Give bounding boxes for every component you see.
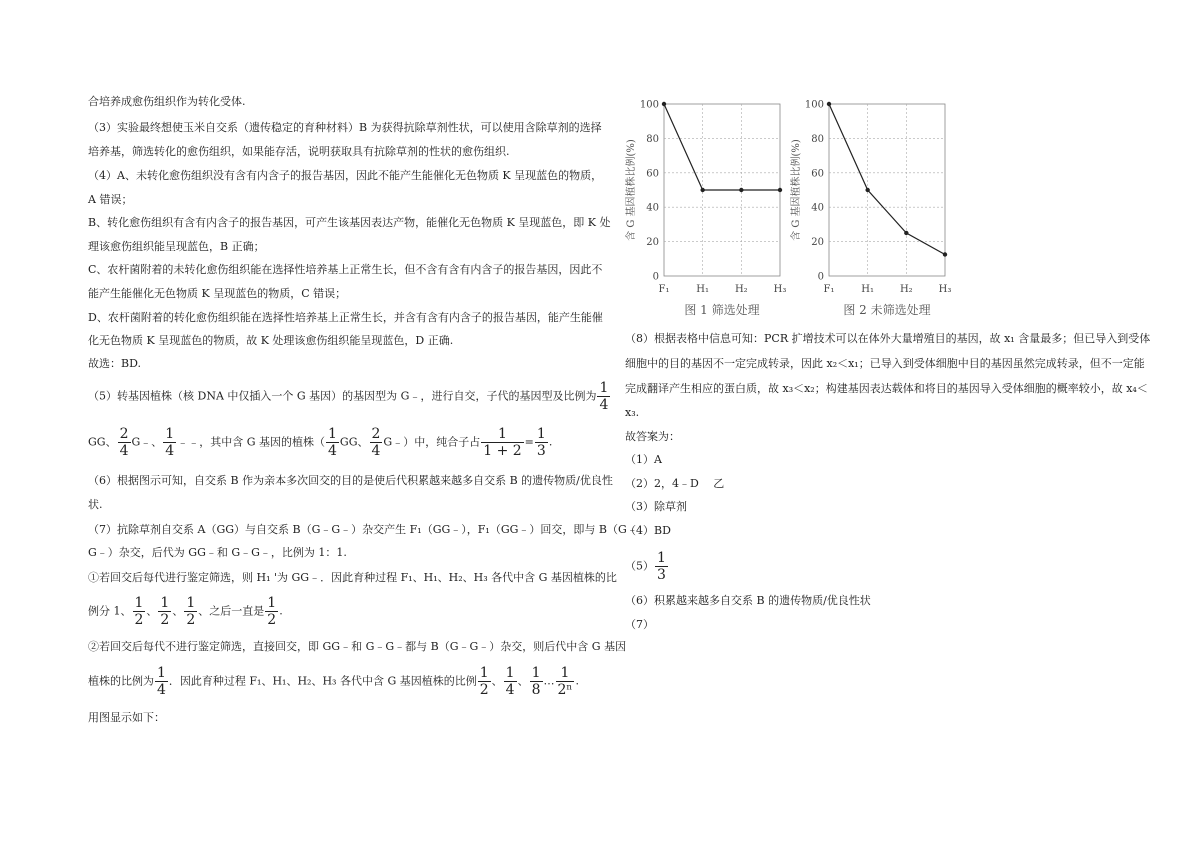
fraction-1-3: $\frac{1}{3}$ (536, 426, 546, 459)
text-line: 故选：BD. (88, 357, 142, 370)
text-line: （3）除草剂 (625, 500, 687, 513)
data-point (904, 231, 908, 235)
text-line: （7） (625, 618, 654, 631)
y-tick-label: 20 (811, 237, 824, 249)
text-line: x₃. (625, 406, 640, 419)
fraction-1-4: $\frac{1}{4}$ (157, 665, 166, 698)
text-line: G﹣）杂交，后代为 GG﹣和 G﹣G﹣，比例为 1：1. (88, 546, 347, 559)
y-tick-label: 100 (804, 99, 824, 111)
chart-unscreened (787, 92, 952, 325)
x-tick-label: H₃ (938, 284, 952, 295)
x-tick-label: H₁ (861, 284, 875, 295)
fraction-1-2: $\frac{1}{2}$ (479, 665, 489, 698)
data-point (700, 188, 704, 192)
y-tick-label: 100 (639, 99, 659, 111)
plot-frame (829, 104, 945, 276)
text-line: 状. (88, 498, 103, 511)
fraction-1-2n: $\frac{1}{\text{2ⁿ}}$ (557, 665, 573, 698)
x-tick-label: H₃ (773, 284, 787, 295)
text-line: 用图显示如下： (88, 711, 165, 724)
text-line: ①若回交后每代进行鉴定筛选，则 H₁ '为 GG﹣．因此育种过程 F₁、H₁、H₂、H₃ 各代中含 G 基因植株的比 (88, 571, 617, 584)
y-tick-label: 60 (646, 168, 659, 180)
y-axis-label: 含 G 基因植株比例(%) (626, 139, 637, 241)
series-line (829, 104, 945, 255)
fraction-1-over-1plus2: $\frac{1}{1 + 2}$ (483, 426, 522, 459)
data-point (662, 102, 666, 106)
chart-screened (622, 92, 787, 325)
fraction-2-4: $\frac{2}{4}$ (119, 426, 129, 459)
text-line: 完成翻译产生相应的蛋白质，故 x₃＜x₂；构建基因表达载体和将目的基因导入受体细胞的概率较小，故 x₄＜ (625, 382, 1148, 395)
text-line: ②若回交后每代不进行鉴定筛选，直接回交，即 GG﹣和 G﹣G﹣都与 B（G﹣G﹣）杂交，则后代中含 G 基因 (88, 640, 627, 653)
y-tick-label: 0 (817, 271, 824, 283)
chart-title: 图 2 未筛选处理 (843, 303, 931, 317)
text-line: 故答案为： (625, 430, 680, 443)
chart-svg (622, 92, 787, 322)
text-line: （4）A、未转化愈伤组织没有含有内含子的报告基因，因此不能产生能催化无色物质 K 呈现蓝色的物质， (88, 169, 603, 182)
fraction-1-4: $\frac{1}{4}$ (599, 380, 609, 413)
x-tick-label: F₁ (658, 284, 670, 295)
fraction-1-2: $\frac{1}{2}$ (160, 595, 170, 628)
text-line: 合培养成愈伤组织作为转化受体. (88, 95, 246, 108)
y-tick-label: 80 (811, 133, 824, 145)
text-line: （1）A (625, 453, 662, 466)
fraction-1-2: $\frac{1}{2}$ (267, 595, 277, 628)
fraction-1-2: $\frac{1}{2}$ (186, 595, 196, 628)
text-line-ratio-screened: 例分 1、 $\frac{1}{2}$ 、 $\frac{1}{2}$ 、 $\frac{1}{2}$ 、之后一直是 $\frac{1}{2}$ . (88, 595, 283, 628)
data-point (739, 188, 743, 192)
text-line: 培养基，筛选转化的愈伤组织，如果能存活，说明获取具有抗除草剂的性状的愈伤组织. (88, 145, 510, 158)
text-line-ratio-unscreened: 植株的比例为 $\frac{1}{4}$ ．因此育种过程 F₁、H₁、H₂、H₃ 各代中含 G 基因植株的比例 $\frac{1}{2}$ 、 $\frac{1}{4}$ 、 $\frac{1}{8}$ … $\frac{1}{\text{2ⁿ}}$ . (88, 665, 579, 698)
fraction-1-2: $\frac{1}{2}$ (134, 595, 144, 628)
text-line: B、转化愈伤组织有含有内含子的报告基因，可产生该基因表达产物，能催化无色物质 K 呈现蓝色，即 K 处 (88, 216, 611, 229)
text-line: （8）根据表格中信息可知：PCR 扩增技术可以在体外大量增殖目的基因，故 x₁ 含量最多；但已导入到受体 (625, 332, 1151, 345)
y-tick-label: 0 (652, 271, 659, 283)
text-line-answer-5: （5） $\frac{1}{3}$ (625, 550, 666, 583)
x-tick-label: F₁ (823, 284, 835, 295)
text-line: 能产生能催化无色物质 K 呈现蓝色的物质，C 错误； (88, 287, 347, 300)
data-point (943, 252, 947, 256)
chart-title: 图 1 筛选处理 (684, 303, 760, 317)
text-line-q5-genotypes: GG、 $\frac{2}{4}$ G﹣、 $\frac{1}{4}$ ﹣﹣，其中含 G 基因的植株（ $\frac{1}{4}$ GG、 $\frac{2}{4}$ G﹣）中，纯合子占 $\frac{1}{1 + 2}$ = $\frac{1}{3}$ . (88, 426, 553, 459)
text-line: D、农杆菌附着的转化愈伤组织能在选择性培养基上正常生长，并含有含有内含子的报告基因，能产生能催 (88, 311, 603, 324)
text-line: （6）积累越来越多自交系 B 的遗传物质/优良性状 (625, 594, 871, 607)
x-tick-label: H₂ (734, 284, 748, 295)
text-line: （7）抗除草剂自交系 A（GG）与自交系 B（G﹣G﹣）杂交产生 F₁（GG﹣），F₁（GG﹣）回交，即与 B（G﹣ (88, 523, 638, 536)
y-tick-label: 80 (646, 133, 659, 145)
text-line: 细胞中的目的基因不一定完成转录，因此 x₂＜x₁；已导入到受体细胞中目的基因虽然完成转录，但不一定能 (625, 357, 1145, 370)
text-line: 化无色物质 K 呈现蓝色的物质，故 K 处理该愈伤组织能呈现蓝色，D 正确. (88, 334, 454, 347)
data-point (827, 102, 831, 106)
y-axis-label: 含 G 基因植株比例(%) (791, 139, 802, 241)
fraction-1-3: $\frac{1}{3}$ (657, 550, 666, 583)
fraction-1-8: $\frac{1}{8}$ (531, 665, 541, 698)
text-line: 理该愈伤组织能呈现蓝色，B 正确； (88, 240, 265, 253)
y-tick-label: 40 (811, 202, 824, 214)
series-line (664, 104, 780, 190)
data-point (865, 188, 869, 192)
x-tick-label: H₁ (696, 284, 710, 295)
chart-svg (787, 92, 952, 322)
y-tick-label: 20 (646, 237, 659, 249)
x-tick-label: H₂ (899, 284, 913, 295)
y-tick-label: 40 (646, 202, 659, 214)
fraction-1-4: $\frac{1}{4}$ (505, 665, 515, 698)
text-line: （4）BD (625, 524, 671, 537)
text-line: （2）2，4﹣D 乙 (625, 477, 725, 490)
fraction-2-4: $\frac{2}{4}$ (371, 426, 381, 459)
text-line: C、农杆菌附着的未转化愈伤组织能在选择性培养基上正常生长，但不含有含有内含子的报告基因，因此不 (88, 263, 603, 276)
fraction-1-4: $\frac{1}{4}$ (328, 426, 337, 459)
fraction-1-4: $\frac{1}{4}$ (165, 426, 175, 459)
data-point (778, 188, 782, 192)
text-line: （3）实验最终想使玉米自交系（遗传稳定的育种材料）B 为获得抗除草剂性状，可以使用含除草剂的选择 (88, 121, 602, 134)
y-tick-label: 60 (811, 168, 824, 180)
text-line: A 错误； (88, 193, 133, 206)
text-line: （6）根据图示可知，自交系 B 作为亲本多次回交的目的是使后代积累越来越多自交系 B 的遗传物质/优良性 (88, 474, 613, 487)
text-line-q5: （5）转基因植株（核 DNA 中仅插入一个 G 基因）的基因型为 G﹣，进行自交，子代的基因型及比例为 $\frac{1}{4}$ (88, 380, 609, 413)
